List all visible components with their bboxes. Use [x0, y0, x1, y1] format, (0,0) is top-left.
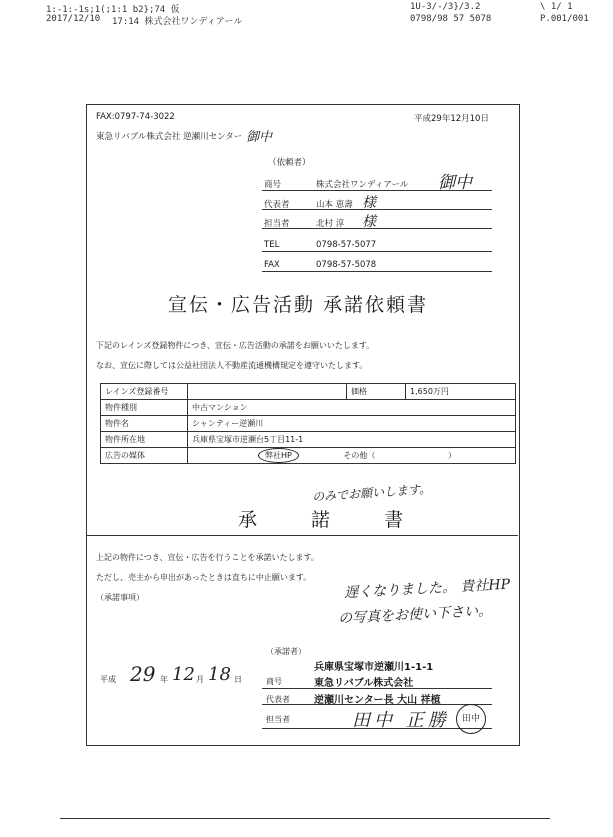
media-other: その他（ — [343, 451, 376, 460]
price-value: 1,650万円 — [406, 384, 516, 400]
table-row — [101, 448, 516, 464]
fax-number: FAX:0797-74-3022 — [96, 112, 175, 122]
price-label: 価格 — [347, 384, 406, 400]
consent-title: 承 諾 書 — [238, 509, 428, 531]
address-value: 兵庫県宝塚市逆瀬台5丁目11-1 — [188, 432, 516, 448]
sender-person-line — [262, 228, 492, 229]
sender-person-handwritten: 様 — [362, 214, 376, 230]
sender-rep: 山本 恵壽 — [316, 200, 353, 210]
fax-header-fax-number: 0798/98 57 5078 — [410, 14, 492, 24]
reins-label: レインズ登録番号 — [101, 384, 188, 400]
consent-divider — [86, 535, 518, 536]
sender-company-label: 商号 — [264, 180, 282, 190]
sender-rep-line — [262, 209, 492, 210]
fax-header-date: 2017/12/10 — [46, 14, 101, 24]
sender-fax: 0798-57-5078 — [316, 260, 377, 270]
consentor-rep-line — [262, 704, 492, 705]
consentor-company-label: 商号 — [266, 677, 282, 686]
consent-date-year: 29 — [130, 662, 156, 686]
name-value: シャンティー逆瀬川 — [188, 416, 516, 432]
sender-person-label: 担当者 — [264, 219, 290, 229]
consent-date-month: 12 — [172, 664, 195, 685]
fax-header-page: P.001/001 — [540, 14, 589, 24]
consentor-person-label: 担当者 — [266, 715, 290, 724]
addressee: 東急リバブル株式会社 逆瀬川センター — [96, 132, 243, 142]
sender-rep-handwritten: 様 — [362, 195, 376, 211]
consentor-company: 東急リバブル株式会社 — [314, 678, 414, 689]
consent-date-era: 平成 — [100, 675, 116, 684]
consent-date-day-unit: 日 — [234, 675, 242, 684]
fax-header-line1-right: 1U-3/-/3}/3.2 — [410, 2, 481, 12]
consentor-company-line — [262, 688, 492, 689]
property-table — [100, 383, 516, 464]
fax-header-sender: 17:14 株式会社ワンディアール — [112, 17, 243, 27]
fax-header-line1-left: 1:-1:-1s;1(;1:1 b2};74 仮 — [46, 5, 180, 15]
sender-label: （依頼者） — [268, 158, 311, 168]
media-other-end: ） — [447, 451, 456, 460]
media-label: 広告の媒体 — [101, 448, 188, 464]
consent-conditions-label: （承諾事項） — [96, 593, 144, 602]
sender-company: 株式会社ワンディアール — [316, 180, 409, 190]
sender-fax-line — [262, 271, 492, 272]
consentor-rep-label: 代表者 — [266, 695, 290, 704]
handwritten-note-2b: の写真をお使い下さい。 — [337, 602, 493, 628]
sender-tel-label: TEL — [264, 240, 280, 250]
handwritten-note-1: のみでお願いします。 — [311, 481, 432, 505]
sender-rep-label: 代表者 — [264, 200, 290, 210]
seal-stamp: 田中 — [456, 704, 486, 734]
media-cell — [188, 448, 516, 464]
fax-header-line1-page: \ 1/ 1 — [540, 2, 573, 12]
sender-fax-label: FAX — [264, 260, 280, 270]
table-row — [101, 432, 516, 448]
intro-line-2: なお、宣伝に際しては公益社団法人不動産流通機構規定を遵守いたします。 — [96, 361, 368, 370]
handwritten-note-2a: 遅くなりました。 貴社HP — [343, 576, 511, 602]
consent-line-2: ただし、売主から申出があったときは直ちに中止願います。 — [96, 573, 312, 582]
media-value-circled: 弊社HP — [258, 448, 299, 463]
intro-line-1: 下記のレインズ登録物件につき、宣伝・広告活動の承諾をお願いいたします。 — [96, 341, 375, 350]
name-label: 物件名 — [101, 416, 188, 432]
document-date: 平成29年12月10日 — [414, 114, 489, 124]
addressee-handwritten: 御中 — [246, 130, 273, 145]
address-label: 物件所在地 — [101, 432, 188, 448]
sender-company-line — [262, 190, 492, 191]
consentor-person-signature: 田中 正勝 — [352, 710, 450, 731]
type-label: 物件種別 — [101, 400, 188, 416]
sender-company-handwritten: 御中 — [438, 173, 472, 193]
table-row — [101, 416, 516, 432]
scan-bottom-edge — [60, 818, 550, 819]
consent-line-1: 上記の物件につき、宣伝・広告を行うことを承諾いたします。 — [96, 553, 319, 562]
consentor-address: 兵庫県宝塚市逆瀬川1-1-1 — [314, 662, 434, 673]
consent-date-year-unit: 年 — [160, 675, 168, 684]
consentor-person-line — [262, 728, 492, 729]
document-title: 宣伝・広告活動 承諾依頼書 — [168, 294, 429, 316]
sender-tel-line — [262, 251, 492, 252]
sender-tel: 0798-57-5077 — [316, 240, 377, 250]
consent-date-month-unit: 月 — [196, 675, 204, 684]
consentor-label: （承諾者） — [266, 647, 306, 656]
type-value: 中古マンション — [188, 400, 516, 416]
sender-person: 北村 淳 — [316, 219, 345, 229]
consent-date-day: 18 — [208, 664, 231, 685]
reins-value — [188, 384, 347, 400]
table-row — [101, 384, 516, 400]
consentor-rep: 逆瀬川センター長 大山 祥植 — [314, 695, 441, 706]
table-row — [101, 400, 516, 416]
